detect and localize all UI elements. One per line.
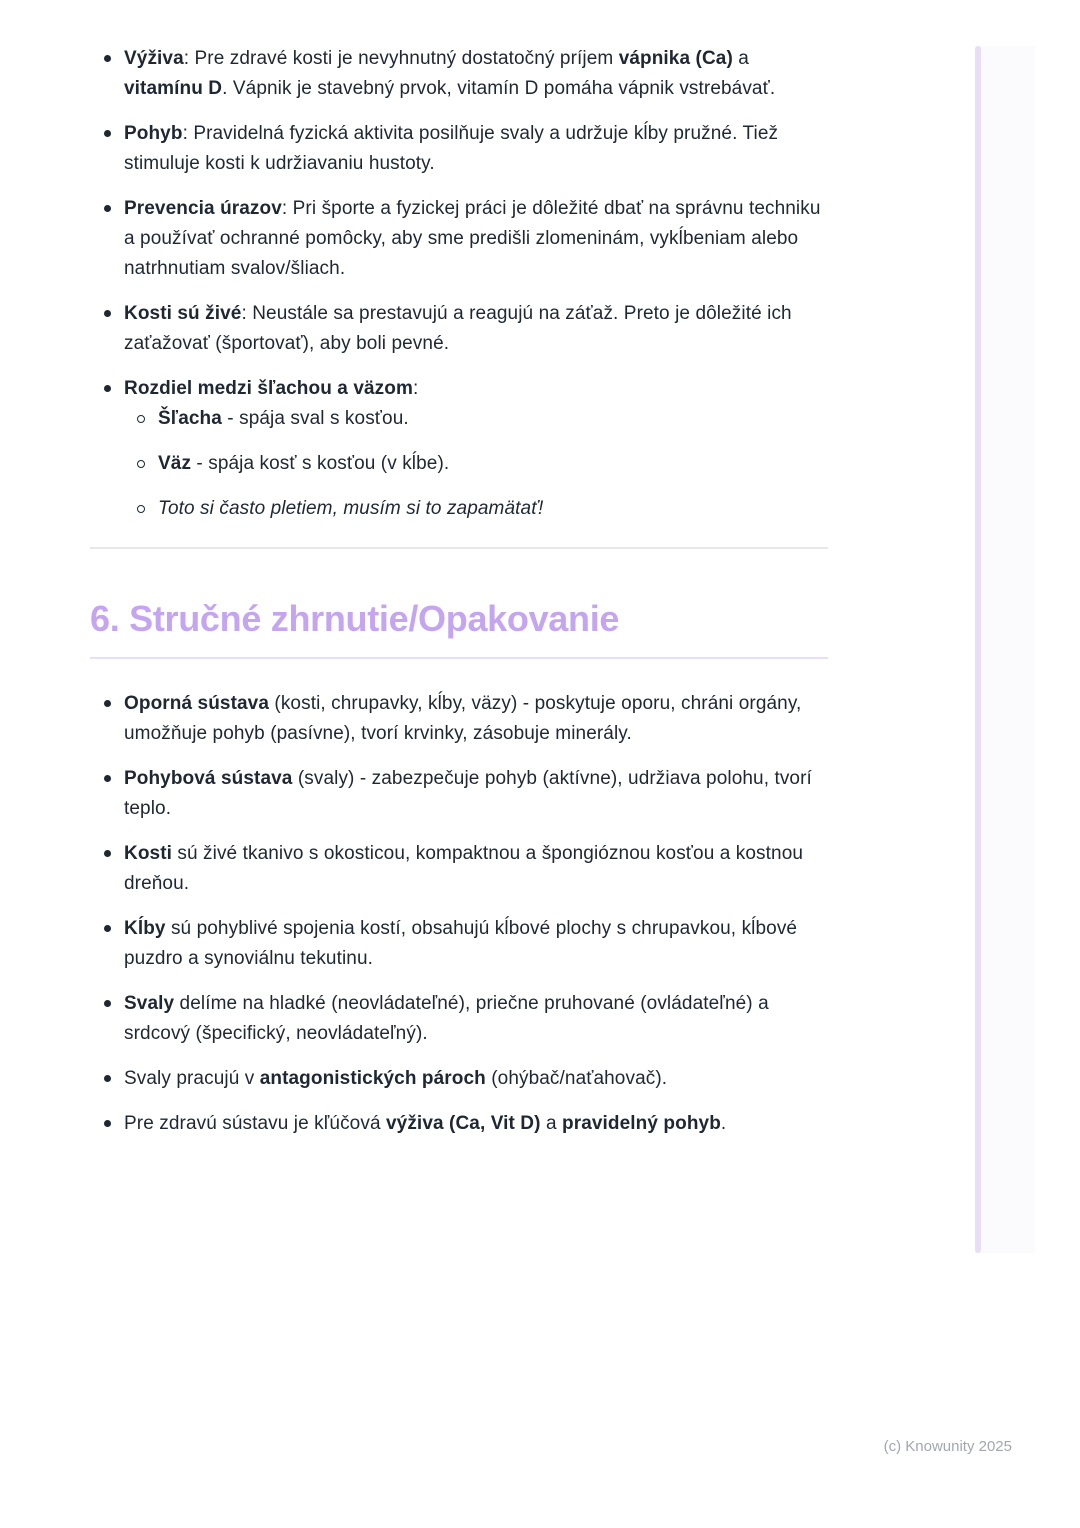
list-item	[90, 119, 828, 179]
list-item	[90, 689, 828, 749]
footer-copyright: (c) Knowunity 2025	[883, 1438, 1012, 1455]
section-heading: 6. Stručné zhrnutie/Opakovanie	[90, 598, 620, 639]
text-segment: vitamínu D	[124, 78, 223, 99]
text-segment: Pohyb	[124, 123, 183, 144]
section-divider	[90, 547, 828, 549]
sub-list-item	[124, 494, 828, 524]
text-segment: - spája kosť s kosťou (v kĺbe).	[191, 453, 450, 474]
text-segment: Svaly	[124, 993, 175, 1014]
text-segment: : Pre zdravé kosti je nevyhnutný dostatočný príjem	[183, 48, 619, 69]
text-segment: Rozdiel medzi šľachou a väzom	[124, 378, 413, 399]
list-item	[90, 1064, 828, 1094]
list-item	[90, 839, 828, 899]
list-item	[90, 914, 828, 974]
text-segment: Toto si často pletiem, musím si to zapamätať!	[158, 498, 544, 519]
text-segment: : Pravidelná fyzická aktivita posilňuje svaly a udržuje kĺby pružné. Tiež stimuluje kosti k udržiavaniu hustoty.	[124, 123, 779, 174]
text-segment: (ohýbač/naťahovač).	[485, 1068, 668, 1089]
text-segment: Šľacha	[158, 408, 222, 429]
list-item	[90, 374, 828, 524]
sub-list-item	[124, 404, 828, 434]
document-content	[90, 44, 828, 1154]
text-segment: . Vápnik je stavebný prvok, vitamín D pomáha vápnik vstrebávať.	[222, 78, 776, 99]
text-segment: sú živé tkanivo s okosticou, kompaktnou a špongióznou kosťou a kostnou dreňou.	[124, 843, 804, 894]
text-segment: vápnika (Ca)	[618, 48, 733, 69]
text-segment: Kosti	[124, 843, 172, 864]
text-segment: Výživa	[124, 48, 184, 69]
text-segment: Prevencia úrazov	[124, 198, 282, 219]
text-segment: pravidelný pohyb	[562, 1113, 721, 1134]
text-segment: Oporná sústava	[124, 693, 270, 714]
list-item	[90, 989, 828, 1049]
text-segment: :	[412, 378, 419, 399]
text-segment: : Neustále sa prestavujú a reagujú na záťaž. Preto je dôležité ich zaťažovať (športovať), aby boli pevné.	[124, 303, 792, 354]
text-segment: Väz	[158, 453, 192, 474]
text-segment: delíme na hladké (neovládateľné), priečne pruhované (ovládateľné) a srdcový (špecifický, neovládateľný).	[124, 993, 769, 1044]
text-segment: Pohybová sústava	[124, 768, 293, 789]
text-segment: a	[540, 1113, 562, 1134]
list-item	[90, 764, 828, 824]
text-segment: .	[720, 1113, 727, 1134]
text-segment: Kĺby	[124, 918, 166, 939]
page-edge-column	[975, 46, 1035, 1253]
text-segment: a	[732, 48, 749, 69]
list-item	[90, 44, 828, 104]
text-segment: Pre zdravú sústavu je kľúčová	[124, 1113, 386, 1134]
text-segment: (svaly) - zabezpečuje pohyb (aktívne), udržiava polohu, tvorí teplo.	[124, 768, 812, 819]
text-segment: : Pri športe a fyzickej práci je dôležité dbať na správnu techniku a používať ochranné pomôcky, aby sme predišli zlomeninám, vykĺbeniam alebo natrhnutiam svalov/šliach.	[124, 198, 821, 279]
text-segment: sú pohyblivé spojenia kostí, obsahujú kĺbové plochy s chrupavkou, kĺbové puzdro a synoviálnu tekutinu.	[124, 918, 798, 969]
text-segment: antagonistických pároch	[259, 1068, 486, 1089]
notes-list-top	[90, 44, 828, 524]
sub-list	[124, 404, 828, 524]
page-edge-stripe	[975, 46, 981, 1253]
notes-list-summary	[90, 689, 828, 1139]
list-item	[90, 1109, 828, 1139]
sub-list-item	[124, 449, 828, 479]
list-item	[90, 194, 828, 284]
text-segment: Kosti sú živé	[124, 303, 242, 324]
heading-underline-divider	[90, 657, 828, 659]
text-segment: (kosti, chrupavky, kĺby, väzy) - poskytuje oporu, chráni orgány, umožňuje pohyb (pasívne), tvorí krvinky, zásobuje minerály.	[124, 693, 802, 744]
list-item	[90, 299, 828, 359]
text-segment: výživa (Ca, Vit D)	[386, 1113, 541, 1134]
text-segment: Svaly pracujú v	[124, 1068, 260, 1089]
text-segment: - spája sval s kosťou.	[221, 408, 409, 429]
